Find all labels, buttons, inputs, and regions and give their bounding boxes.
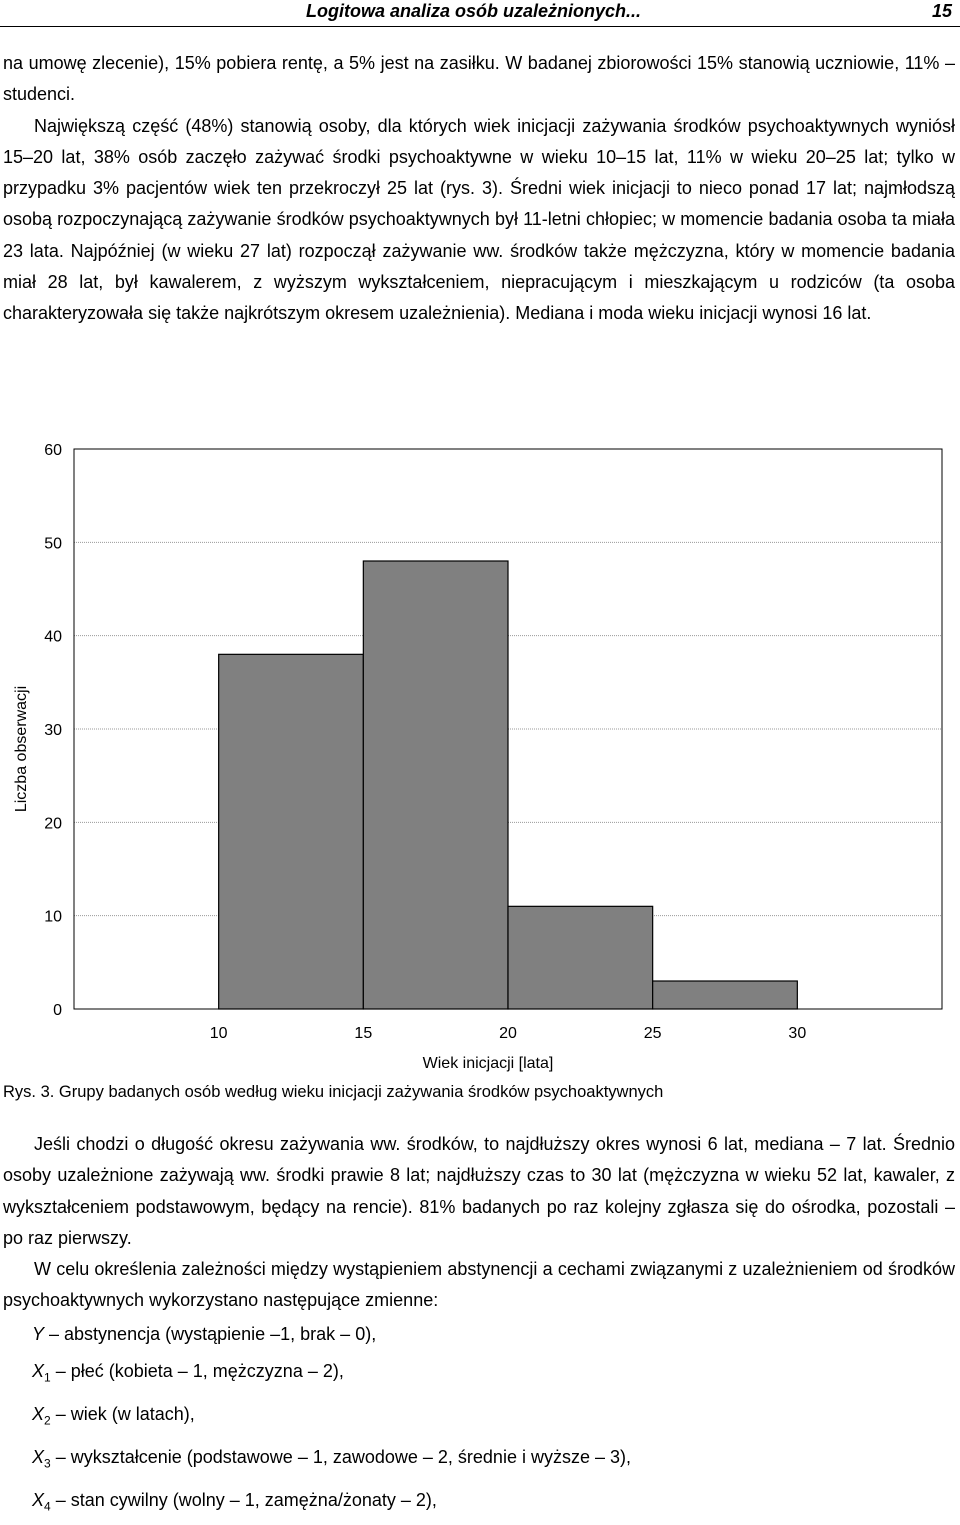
y-tick-label: 60 [44, 442, 62, 459]
variable-description: – wykształcenie (podstawowe – 1, zawodowe – 2, średnie i wyższe – 3), [50, 1446, 631, 1467]
variable-item [32, 1439, 631, 1482]
variable-subscript: 1 [44, 1370, 51, 1385]
x-axis-label: Wiek inicjacji [lata] [422, 1055, 554, 1072]
page-number: 15 [931, 1, 952, 21]
y-axis-label: Liczba obserwacji [13, 685, 30, 813]
paragraph: na umowę zlecenie), 15% pobiera rentę, a 5% jest na zasiłku. W badanej zbiorowości 15% stanowią uczniowie, 11% – studenci. [3, 53, 955, 105]
variable-item [32, 1482, 631, 1525]
histogram-bar [363, 561, 508, 1009]
running-header [0, 0, 960, 27]
variable-subscript: 2 [44, 1413, 51, 1428]
variable-symbol: X [32, 1446, 45, 1467]
variable-symbol: X [32, 1489, 45, 1510]
paragraph: Jeśli chodzi o długość okresu zażywania ww. środków, to najdłuższy okres wynosi 6 lat, mediana – 7 lat. Średnio osoby uzależnione zażywają ww. środki prawie 8 lat; najdłuższy czas to 30 lat (mężczyzna w wieku 52 lat, kawaler, z wykształceniem podstawowym, będący na rencie). 81% badanych po raz kolejny zgłasza się do ośrodka, pozostali – po raz pierwszy. [3, 1134, 955, 1248]
variable-description: – płeć (kobieta – 1, mężczyzna – 2), [50, 1360, 344, 1381]
paragraph: Największą część (48%) stanowią osoby, dla których wiek inicjacji zażywania środków psychoaktywnych wyniósł 15–20 lat, 38% osób zaczęło zażywać środki psychoaktywne w wieku 10–15 lat, 11% w wieku 20–25 lat; tylko w przypadku 3% pacjentów wiek ten przekroczył 25 lat (rys. 3). Średni wiek inicjacji to nieco ponad 17 lat; najmłodszą osobą rozpoczynającą zażywanie środków psychoaktywnych był 11-letni chłopiec; w momencie badania osoba ta miała 23 lata. Najpóźniej (w wieku 27 lat) rozpoczął zażywanie ww. środków także mężczyzna, który w momencie badania miał 28 lat, był kawalerem, z wyższym wykształceniem, niepracującym i mieszkającym u rodziców (ta osoba charakteryzowała się także najkrótszym okresem uzależnienia). Mediana i moda wieku inicjacji wynosi 16 lat. [3, 115, 955, 324]
y-tick-label: 40 [44, 628, 62, 646]
histogram-chart [0, 430, 960, 1080]
intro-text [3, 48, 955, 330]
x-tick-label: 25 [643, 1025, 662, 1042]
y-tick-label: 10 [44, 908, 62, 926]
x-tick-label: 15 [354, 1025, 373, 1042]
histogram-bar [653, 981, 798, 1009]
x-tick-label: 20 [499, 1025, 517, 1042]
body-text [3, 1129, 955, 1317]
variable-list [32, 1316, 631, 1525]
y-tick-label: 0 [53, 1002, 62, 1019]
histogram-bar [508, 906, 653, 1009]
header-title: Logitowa analiza osób uzależnionych... [306, 1, 642, 21]
paragraph: W celu określenia zależności między wystąpieniem abstynencji a cechami związanymi z uzależnieniem od środków psychoaktywnych wykorzystano następujące zmienne: [3, 1259, 955, 1311]
figure-caption: Rys. 3. Grupy badanych osób według wieku inicjacji zażywania środków psychoaktywnych [3, 1083, 664, 1101]
histogram-bar [219, 654, 364, 1009]
variable-description: – abstynencja (wystąpienie –1, brak – 0), [44, 1324, 377, 1344]
variable-item [32, 1353, 631, 1396]
variable-subscript: 3 [44, 1456, 51, 1471]
variable-symbol: Y [32, 1324, 45, 1344]
variable-subscript: 4 [44, 1499, 51, 1514]
x-tick-label: 10 [209, 1025, 228, 1042]
variable-item [32, 1396, 631, 1439]
variable-description: – wiek (w latach), [50, 1403, 195, 1424]
variable-description: – stan cywilny (wolny – 1, zamężna/żonaty – 2), [50, 1489, 437, 1510]
y-tick-label: 50 [44, 535, 62, 553]
variable-symbol: X [32, 1403, 45, 1424]
y-tick-label: 20 [44, 815, 62, 833]
x-tick-label: 30 [788, 1025, 807, 1042]
variable-symbol: X [32, 1360, 45, 1381]
variable-item [32, 1316, 631, 1353]
y-tick-label: 30 [44, 722, 62, 739]
